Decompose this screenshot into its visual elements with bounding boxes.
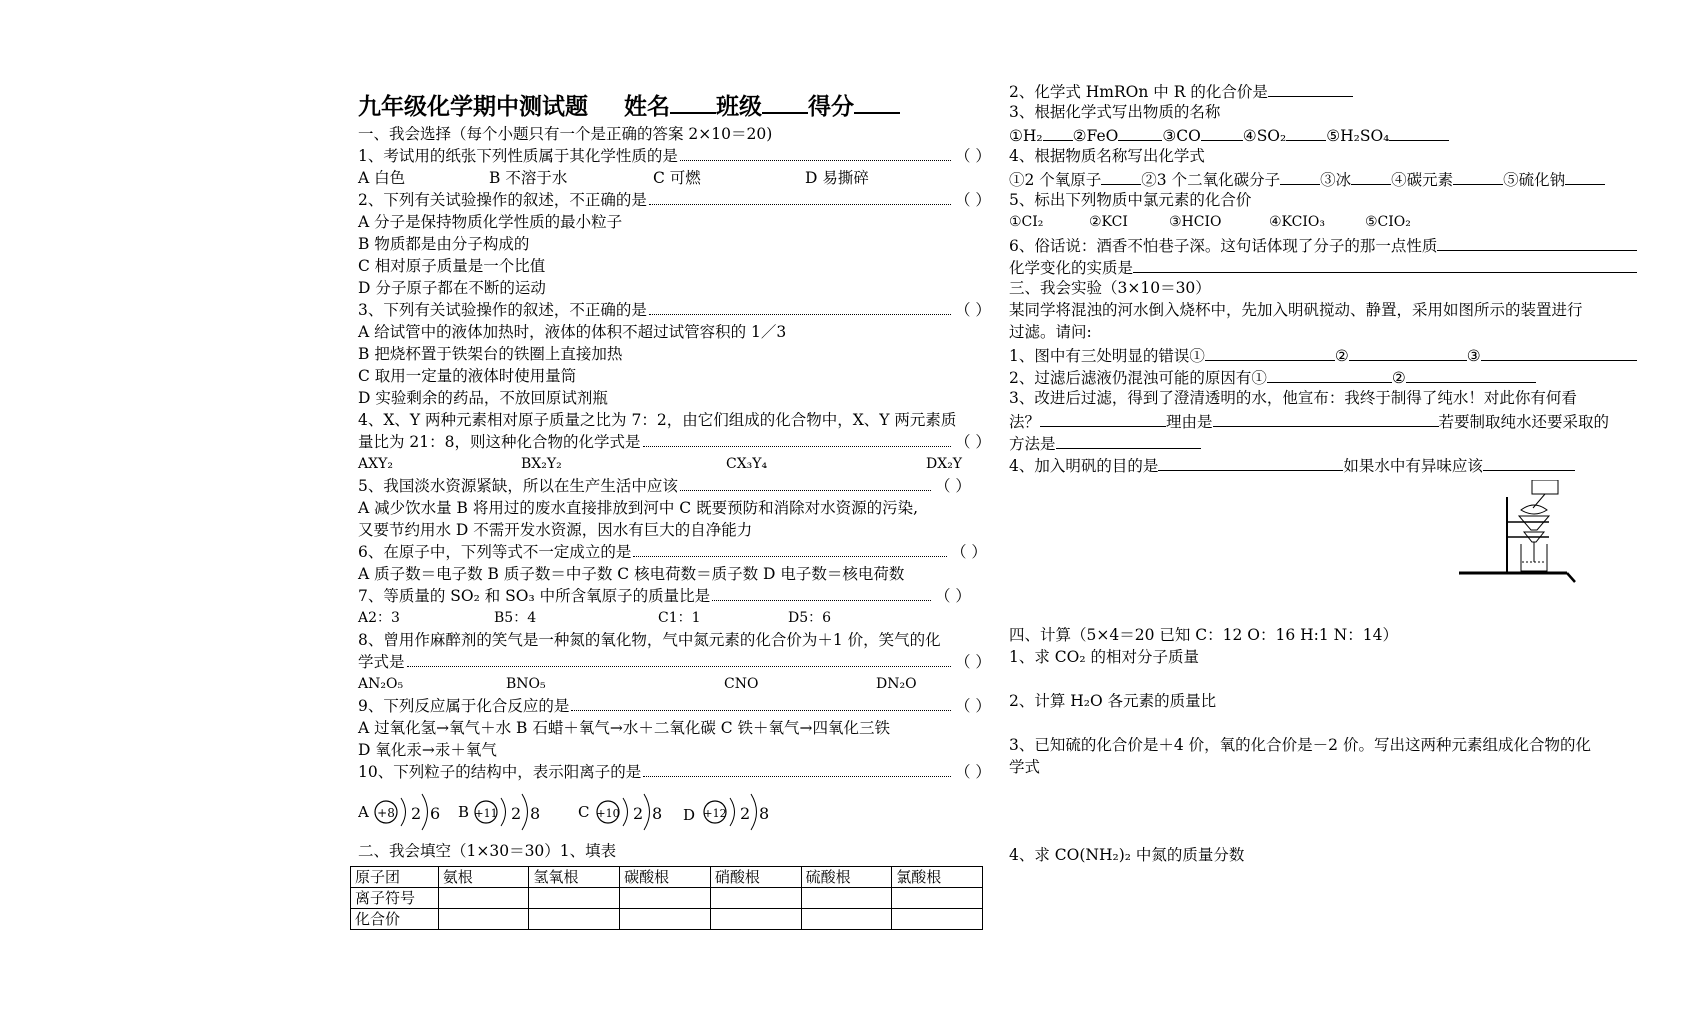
option[interactable]: C1：1 (658, 610, 701, 626)
answer-blank[interactable] (1201, 123, 1243, 141)
option[interactable]: D 氧化汞→汞＋氧气 (358, 741, 497, 759)
filtration-apparatus-diagram (1459, 480, 1589, 585)
option[interactable]: C 取用一定量的液体时使用量筒 (358, 367, 577, 385)
answer-paren[interactable]: （ ） (955, 433, 991, 451)
s2-q3-items: ①H₂ ②FeO ③CO ④SO₂ ⑤H₂SO₄ (1009, 123, 1637, 145)
answer-blank[interactable] (1389, 123, 1449, 141)
table-row (351, 888, 983, 909)
item: ④KCIO₃ (1269, 214, 1325, 230)
atom-letter: A (358, 803, 369, 821)
nucleus-charge: +8 (377, 806, 395, 820)
option[interactable]: D 分子原子都在不断的运动 (358, 279, 546, 297)
answer-paren[interactable]: （ ） (955, 763, 991, 781)
answer-paren[interactable]: （ ） (951, 543, 987, 561)
shell-electrons: 8 (759, 804, 770, 823)
s4-q4: 4、求 CO(NH₂)₂ 中氮的质量分数 (1009, 846, 1245, 864)
s3-q2: 2、过滤后滤液仍混浊可能的原因有① ② (1009, 365, 1637, 387)
option[interactable]: B 把烧杯置于铁架台的铁圈上直接加热 (358, 345, 623, 363)
option[interactable]: BNO₅ (506, 676, 546, 692)
answer-paren[interactable]: （ ） (955, 653, 991, 671)
answer-cell[interactable] (438, 909, 529, 930)
s2-q6b: 化学变化的实质是 (1009, 255, 1637, 277)
answer-blank[interactable] (1213, 409, 1439, 427)
answer-blank[interactable] (1268, 79, 1353, 97)
table-cell: 离子符号 (351, 888, 439, 909)
answer-paren[interactable]: （ ） (955, 697, 991, 715)
answer-cell[interactable] (529, 909, 620, 930)
answer-blank[interactable] (1267, 365, 1392, 383)
table-cell: 氨根 (438, 867, 529, 888)
option[interactable]: A2：3 (358, 610, 400, 626)
answer-blank[interactable] (1101, 167, 1141, 185)
table-cell: 碳酸根 (620, 867, 711, 888)
answer-blank[interactable] (1056, 431, 1201, 449)
class-blank[interactable] (762, 96, 808, 114)
s3-q3-cont: 法？ 理由是 若要制取纯水还要采取的 (1009, 409, 1637, 431)
answer-paren[interactable]: （ ） (955, 147, 991, 165)
exam-header (358, 88, 900, 121)
shell-electrons: 6 (430, 804, 441, 823)
answer-cell[interactable] (710, 888, 801, 909)
nucleus-charge: +11 (474, 807, 498, 820)
option[interactable]: DX₂Y (926, 456, 963, 472)
s3-intro-cont: 过滤。请问: (1009, 323, 1092, 341)
nucleus-charge: +12 (703, 807, 727, 820)
option[interactable]: CNO (724, 676, 759, 692)
item: ①CI₂ (1009, 214, 1044, 230)
item: ③HCIO (1169, 214, 1222, 230)
q4-stem-cont: 量比为 21：8，则这种化合物的化学式是 （ ） (358, 433, 991, 451)
atom-option-d[interactable] (683, 794, 769, 830)
table-cell: 硝酸根 (710, 867, 801, 888)
q8-stem-cont: 学式是 （ ） (358, 653, 991, 671)
score-blank[interactable] (854, 96, 900, 114)
q7-options (358, 607, 991, 629)
item: ②KCI (1089, 214, 1128, 230)
answer-blank[interactable] (1565, 167, 1605, 185)
answer-cell[interactable] (801, 888, 892, 909)
option[interactable]: A 减少饮水量 B 将用过的废水直接排放到河中 C 既要预防和消除对水资源的污染, (358, 499, 919, 517)
atom-option-b[interactable] (458, 794, 540, 830)
option[interactable]: B5：4 (494, 610, 537, 626)
s4-q3: 3、已知硫的化合价是＋4 价，氧的化合价是－2 价。写出这两种元素组成化合物的化 (1009, 736, 1591, 754)
exam-title: 九年级化学期中测试题 (358, 93, 588, 120)
table-cell: 氯酸根 (892, 867, 983, 888)
s4-q2: 2、计算 H₂O 各元素的质量比 (1009, 692, 1217, 710)
table-row (351, 867, 983, 888)
option[interactable]: A 白色 (358, 169, 406, 187)
q4-options (358, 453, 991, 475)
table-cell: 化合价 (351, 909, 439, 930)
shell-electrons: 2 (740, 804, 751, 823)
option[interactable]: AXY₂ (358, 456, 393, 472)
table-cell: 原子团 (351, 867, 439, 888)
option[interactable]: CX₃Y₄ (726, 456, 768, 472)
q3-stem: 3、下列有关试验操作的叙述，不正确的是 （ ） (358, 301, 991, 319)
answer-cell[interactable] (892, 909, 983, 930)
section4-heading: 四、计算（5×4＝20 已知 C：12 O：16 H:1 N：14） (1009, 626, 1398, 644)
answer-cell[interactable] (529, 888, 620, 909)
option[interactable]: D 易撕碎 (805, 169, 869, 187)
q8-options (358, 673, 991, 695)
answer-blank[interactable] (1349, 343, 1467, 361)
q8-stem: 8、曾用作麻醉剂的笑气是一种氮的氧化物，气中氮元素的化合价为＋1 价，笑气的化 (358, 631, 941, 649)
s4-q3-cont: 学式 (1009, 758, 1041, 776)
answer-paren[interactable]: （ ） (935, 587, 971, 605)
answer-cell[interactable] (620, 888, 711, 909)
answer-blank[interactable] (1483, 453, 1575, 471)
class-label: 班级 (716, 93, 762, 120)
answer-cell[interactable] (892, 888, 983, 909)
answer-paren[interactable]: （ ） (955, 191, 991, 209)
option[interactable]: A 给试管中的液体加热时，液体的体积不超过试管容积的 1／3 (358, 323, 787, 341)
atom-letter: C (578, 803, 590, 821)
atom-option-a[interactable] (358, 794, 440, 830)
answer-blank[interactable] (1453, 167, 1503, 185)
answer-cell[interactable] (620, 909, 711, 930)
answer-blank[interactable] (1040, 409, 1166, 427)
s3-intro: 某同学将混浊的河水倒入烧杯中，先加入明矾搅动、静置，采用如图所示的装置进行 (1009, 301, 1583, 319)
answer-blank[interactable] (1351, 167, 1391, 185)
shell-electrons: 2 (633, 804, 644, 823)
name-label: 姓名 (624, 93, 670, 120)
shell-electrons: 2 (511, 804, 522, 823)
s2-q6: 6、俗话说：酒香不怕巷子深。这句话体现了分子的那一点性质 (1009, 233, 1637, 255)
s2-q4-items: ①2 个氧原子 ②3 个二氧化碳分子 ③冰 ④碳元素 ⑤硫化钠 (1009, 167, 1637, 189)
section3-heading: 三、我会实验（3×10＝30） (1009, 279, 1211, 297)
q6-stem: 6、在原子中，下列等式不一定成立的是 （ ） (358, 541, 991, 563)
s2-q2: 2、化学式 HmROn 中 R 的化合价是 (1009, 79, 1637, 101)
q10-stem: 10、下列粒子的结构中，表示阳离子的是 （ ） (358, 763, 991, 781)
answer-cell[interactable] (438, 888, 529, 909)
item: ⑤CIO₂ (1365, 214, 1411, 230)
option[interactable]: B 不溶于水 (489, 169, 568, 187)
option[interactable]: C 相对原子质量是一个比值 (358, 257, 546, 275)
answer-cell[interactable] (710, 909, 801, 930)
shell-electrons: 8 (530, 804, 541, 823)
q1-options (358, 167, 991, 189)
atom-option-c[interactable] (578, 794, 662, 830)
nucleus-charge: +10 (596, 807, 620, 820)
atom-letter: B (458, 803, 470, 821)
option[interactable]: AN₂O₅ (358, 676, 404, 692)
s3-q3: 3、改进后过滤，得到了澄清透明的水，他宣布：我终于制得了纯水！对此你有何看 (1009, 389, 1577, 407)
answer-blank[interactable] (1286, 123, 1326, 141)
option[interactable]: BX₂Y₂ (521, 456, 562, 472)
s3-q4: 4、加入明矾的目的是 如果水中有异味应该 (1009, 453, 1637, 475)
answer-blank[interactable] (1205, 343, 1335, 361)
q4-stem: 4、X、Y 两种元素相对原子质量之比为 7：2，由它们组成的化合物中，X、Y 两元素质 (358, 411, 957, 429)
answer-paren[interactable]: （ ） (955, 301, 991, 319)
answer-paren[interactable]: （ ） (935, 477, 971, 495)
shell-electrons: 8 (652, 804, 663, 823)
score-label: 得分 (808, 93, 854, 120)
answer-cell[interactable] (801, 909, 892, 930)
answer-blank[interactable] (1133, 255, 1637, 273)
answer-blank[interactable] (1406, 365, 1536, 383)
s4-q1: 1、求 CO₂ 的相对分子质量 (1009, 648, 1199, 666)
section2-heading: 二、我会填空（1×30＝30）1、填表 (358, 842, 617, 860)
answer-blank[interactable] (1118, 123, 1162, 141)
option[interactable]: A 质子数＝电子数 B 质子数＝中子数 C 核电荷数＝质子数 D 电子数＝核电荷数 (358, 565, 905, 583)
q9-stem: 9、下列反应属于化合反应的是 （ ） (358, 697, 991, 715)
answer-blank[interactable] (1158, 453, 1343, 471)
table-row (351, 909, 983, 930)
atom-letter: D (683, 806, 696, 824)
table-cell: 氢氧根 (529, 867, 620, 888)
s2-q5: 5、标出下列物质中氯元素的化合价 (1009, 191, 1252, 209)
answer-blank[interactable] (1481, 343, 1637, 361)
s3-q1: 1、图中有三处明显的错误① ② ③ (1009, 343, 1637, 365)
q1-stem: 1、考试用的纸张下列性质属于其化学性质的是 （ ） (358, 147, 991, 165)
atom-structure-diagrams (358, 790, 778, 840)
s2-q5-items (1009, 211, 1637, 233)
option[interactable]: A 过氧化氢→氧气＋水 B 石蜡＋氧气→水＋二氧化碳 C 铁＋氧气→四氧化三铁 (358, 719, 891, 737)
answer-blank[interactable] (1437, 233, 1637, 251)
option[interactable]: 又要节约用水 D 不需开发水资源，因水有巨大的自净能力 (358, 521, 753, 539)
section1-heading: 一、我会选择（每个小题只有一个是正确的答案 2×10＝20) (358, 125, 773, 143)
option[interactable]: D5：6 (788, 610, 832, 626)
shell-electrons: 2 (411, 804, 422, 823)
option[interactable]: B 物质都是由分子构成的 (358, 235, 530, 253)
s3-q3-method: 方法是 (1009, 431, 1637, 453)
option[interactable]: D 实验剩余的药品，不放回原试剂瓶 (358, 389, 608, 407)
s2-q4: 4、根据物质名称写出化学式 (1009, 147, 1205, 165)
q2-stem: 2、下列有关试验操作的叙述，不正确的是 （ ） (358, 191, 991, 209)
answer-blank[interactable] (1043, 123, 1073, 141)
answer-blank[interactable] (1280, 167, 1320, 185)
q5-stem: 5、我国淡水资源紧缺，所以在生产生活中应该 （ ） (358, 475, 991, 497)
option[interactable]: A 分子是保持物质化学性质的最小粒子 (358, 213, 623, 231)
table-cell: 硫酸根 (801, 867, 892, 888)
option[interactable]: C 可燃 (653, 169, 701, 187)
option[interactable]: DN₂O (876, 676, 917, 692)
name-blank[interactable] (670, 96, 716, 114)
q7-stem: 7、等质量的 SO₂ 和 SO₃ 中所含氧原子的质量比是 （ ） (358, 585, 991, 607)
s2-q3: 3、根据化学式写出物质的名称 (1009, 103, 1221, 121)
fill-table (350, 866, 983, 930)
